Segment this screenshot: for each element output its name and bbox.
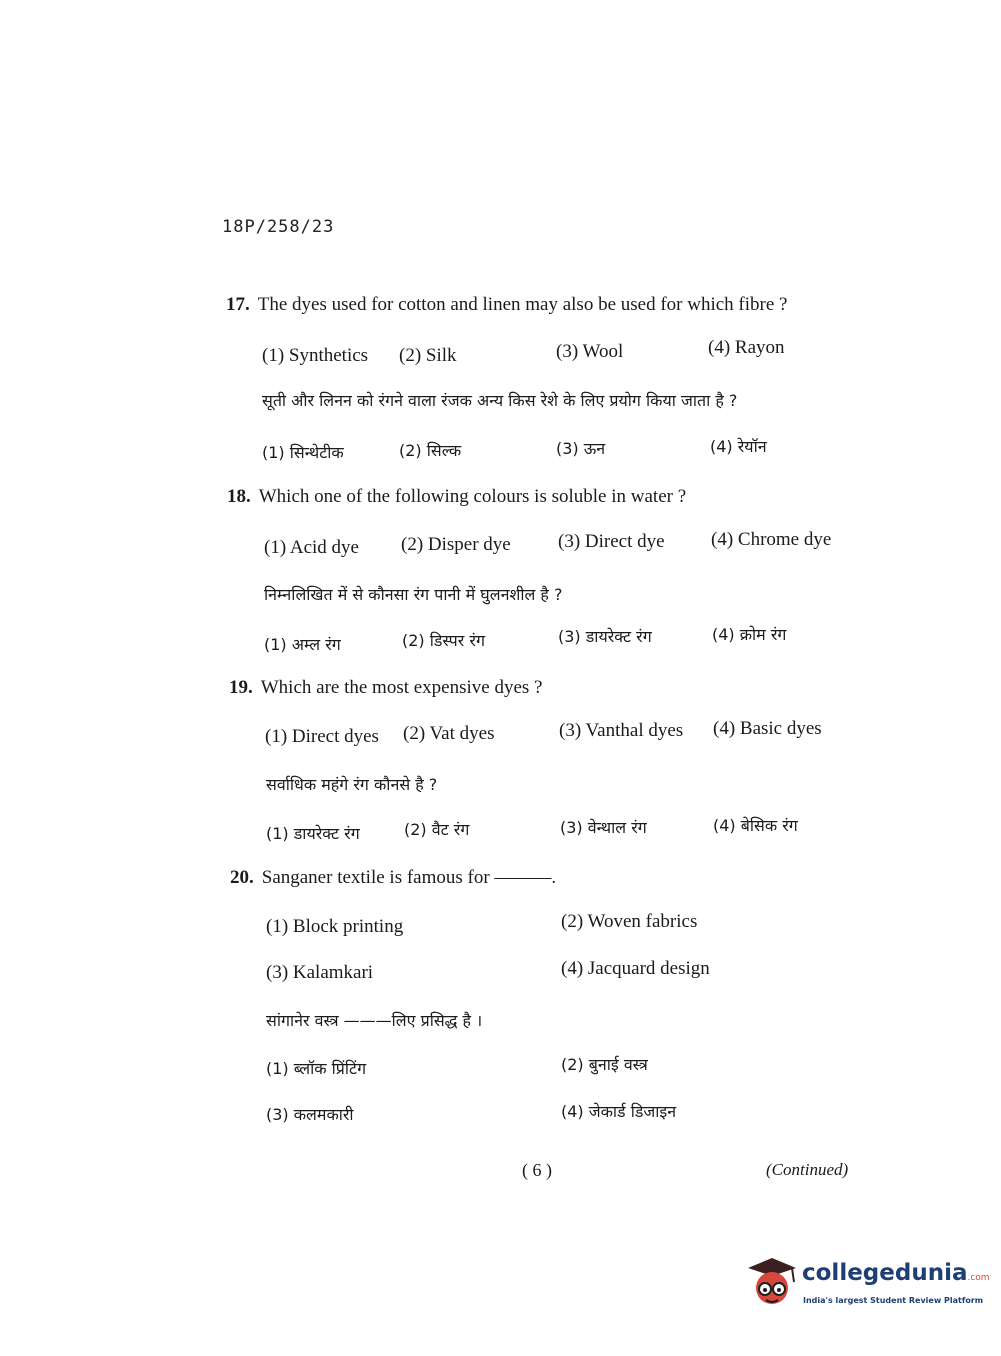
- option-en: (2) Disper dye: [401, 534, 511, 555]
- option-hi: (1) सिन्थेटीक: [262, 443, 344, 462]
- option-en: (2) Silk: [399, 345, 457, 366]
- option-en: (2) Vat dyes: [403, 723, 495, 744]
- option-en: (3) Kalamkari: [266, 962, 374, 983]
- option-hi: (4) जेकार्ड डिजाइन: [561, 1102, 677, 1121]
- question-text-hi: निम्नलिखित में से कौनसा रंग पानी में घुलनशील है ?: [264, 585, 563, 604]
- question-19: [229, 677, 542, 699]
- option-en: (3) Direct dye: [558, 531, 665, 552]
- brand-suffix: .com: [967, 1273, 990, 1283]
- option-hi: (4) क्रोम रंग: [712, 625, 787, 644]
- option-hi: (3) ऊन: [556, 439, 606, 458]
- option-en: (4) Chrome dye: [711, 529, 832, 550]
- option-hi: (4) रेयॉन: [710, 437, 767, 456]
- question-text-en: Which one of the following colours is soluble in water ?: [258, 486, 687, 507]
- question-number: 19.: [229, 677, 253, 698]
- option-en: (4) Basic dyes: [713, 718, 822, 739]
- paper-code: 18P/258/23: [222, 217, 335, 237]
- question-text-hi: सर्वाधिक महंगे रंग कौनसे है ?: [266, 775, 438, 794]
- option-en: (4) Rayon: [708, 337, 785, 358]
- option-hi: (3) डायरेक्ट रंग: [558, 627, 652, 646]
- option-hi: (3) वेन्थाल रंग: [560, 818, 647, 837]
- continued-note: (Continued): [766, 1160, 849, 1179]
- option-en: (3) Vanthal dyes: [559, 720, 684, 741]
- option-en: (1) Block printing: [266, 916, 404, 937]
- option-hi: (2) डिस्पर रंग: [402, 631, 485, 650]
- option-hi: (1) ब्लॉक प्रिंटिंग: [266, 1059, 367, 1078]
- option-en: (4) Jacquard design: [561, 958, 710, 979]
- brand-tagline: India's largest Student Review Platform: [803, 1296, 984, 1305]
- option-en: (2) Woven fabrics: [561, 911, 698, 932]
- option-hi: (2) सिल्क: [399, 441, 462, 460]
- mascot-icon: [742, 1252, 800, 1310]
- question-number: 20.: [230, 867, 254, 888]
- question-text-en: Which are the most expensive dyes ?: [260, 677, 543, 698]
- collegedunia-watermark: [742, 1250, 990, 1320]
- option-en: (1) Acid dye: [264, 537, 359, 558]
- option-hi: (4) बेसिक रंग: [713, 816, 798, 835]
- question-text-en: Sanganer textile is famous for ———.: [261, 867, 557, 888]
- question-text-en: The dyes used for cotton and linen may also be used for which fibre ?: [257, 294, 788, 315]
- question-20: [230, 867, 556, 889]
- option-hi: (3) कलमकारी: [266, 1105, 354, 1124]
- brand-name: collegedunia: [802, 1260, 968, 1286]
- question-17: [226, 294, 787, 316]
- question-number: 17.: [226, 294, 250, 315]
- question-text-hi: सांगानेर वस्त्र ———लिए प्रसिद्ध है ।: [266, 1011, 483, 1030]
- option-hi: (2) वैट रंग: [404, 820, 470, 839]
- option-hi: (1) अम्ल रंग: [264, 635, 341, 654]
- option-hi: (2) बुनाई वस्त्र: [561, 1055, 648, 1074]
- option-en: (3) Wool: [556, 341, 624, 362]
- option-en: (1) Synthetics: [262, 345, 369, 366]
- question-number: 18.: [227, 486, 251, 507]
- option-en: (1) Direct dyes: [265, 726, 379, 747]
- page-number: ( 6 ): [522, 1160, 552, 1180]
- question-18: [227, 486, 686, 508]
- option-hi: (1) डायरेक्ट रंग: [266, 824, 360, 843]
- question-text-hi: सूती और लिनन को रंगने वाला रंजक अन्य किस रेशे के लिए प्रयोग किया जाता है ?: [262, 391, 738, 410]
